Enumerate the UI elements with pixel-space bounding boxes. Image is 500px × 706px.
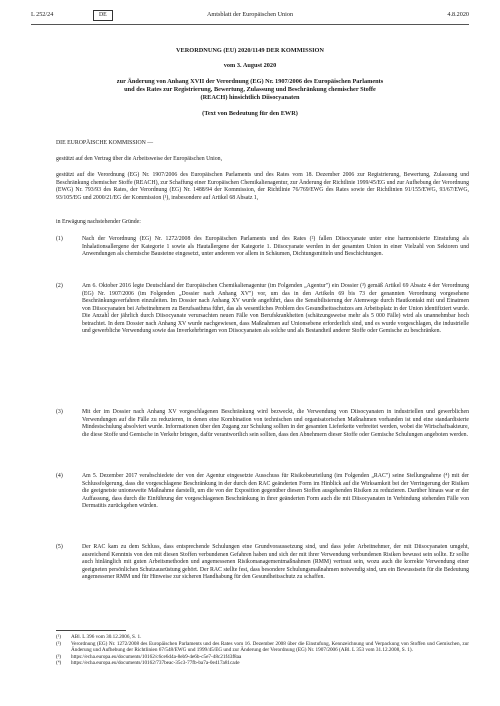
recital-number: (3) xyxy=(56,409,63,415)
eea-relevance: (Text von Bedeutung für den EWR) xyxy=(202,110,298,117)
recital-number: (1) xyxy=(56,236,63,242)
recital-1 xyxy=(56,236,469,259)
recitals-intro: in Erwägung nachstehender Gründe: xyxy=(56,219,141,225)
recital-5 xyxy=(56,544,469,582)
footnote-text: Verordnung (EG) Nr. 1272/2008 des Europäischen Parlaments und des Rates vom 16. Dezember 2008 über die Einstufung, Kennzeichnung und Verpackung von Stoffen und Gemischen, zur Änderung und Aufhebung der Richtlinien 67/548/EWG und 1999/45/EG und zur Änderung der Verordnung (EG) Nr. 1907/2006 (ABl. L 353 vom 31.12.2008, S. 1). xyxy=(71,640,469,654)
commission-intro: DIE EUROPÄISCHE KOMMISSION — xyxy=(56,140,154,146)
footnote xyxy=(56,634,469,641)
recital-text: Mit der im Dossier nach Anhang XV vorgeschlagenen Beschränkung wird bezweckt, die Verwendung von Diisocyanaten in industriellen und gewerblichen Verwendungen auf die Fälle zu reduzieren, in denen eine Kombination von technischen und organisatorischen Maßnahmen vorhanden ist und eine standardisierte Mindestschulung absolviert wurde. Informationen über den Zugang zur Schulung sollten in der gesamten Lieferkette verbreitet werden, wobei die Wirtschaftsakteure, die diese Stoffe und Gemische in Verkehr bringen, dafür verantwortlich sein sollten, dass den Abnehmern dieser Stoffe oder Gemische Schulungen angeboten werden. xyxy=(82,409,469,438)
language-badge: DE xyxy=(93,10,113,21)
recital-text: Am 5. Dezember 2017 verabschiedete der von der Agentur eingesetzte Ausschuss für Risikobeurteilung (im Folgenden „RAC") seine Stellungnahme (⁴) mit der Schlussfolgerung, dass die vorgeschlagene Beschränkung in der durch den RAC geänderten Form im Hinblick auf die Wirksamkeit bei der Verringerung der Risiken die geeignetste unionsweite Maßnahme darstellt, um die von der Exposition gegenüber diesen Stoffen ausgehenden Risiken zu reduzieren. Darüber hinaus war er der Auffassung, dass durch die Einführung der vorgeschlagenen Beschränkung in ihrer geänderten Form auch die mit Diisocyanaten in Verbindung stehenden Fälle von Dermatitis zurückgehen würden. xyxy=(82,473,469,510)
legal-basis-reach: gestützt auf die Verordnung (EG) Nr. 1907/2006 des Europäischen Parlaments und des Rates vom 18. Dezember 2006 zur Registrierung, Bewertung, Zulassung und Beschränkung chemischer Stoffe (REACH), zur Schaffung einer Europäischen Chemikalienagentur, zur Änderung der Richtlinie 1999/45/EG und zur Aufhebung der Verordnung (EWG) Nr. 793/93 des Rates, der Verordnung (EG) Nr. 1488/94 der Kommission, der Richtlinie 76/769/EWG des Rates sowie der Richtlinien 91/155/EWG, 93/67/EWG, 93/105/EG und 2000/21/EG der Kommission (¹), insbesondere auf Artikel 68 Absatz 1, xyxy=(56,172,469,201)
footnote-mark: (³) xyxy=(56,653,62,660)
regulation-title: VERORDNUNG (EU) 2020/1149 DER KOMMISSION xyxy=(176,47,324,54)
legal-basis-treaty: gestützt auf den Vertrag über die Arbeitsweise der Europäischen Union, xyxy=(56,156,223,162)
recital-number: (4) xyxy=(56,473,63,479)
journal-header xyxy=(31,10,469,22)
footnote-link[interactable]: https://echa.europa.eu/documents/10162/c6ce6d4a-8eb9-4e6b-c5e7-48c21f43f8aa xyxy=(71,653,242,660)
regulation-subject-line-1: zur Änderung von Anhang XVII der Verordnung (EG) Nr. 1907/2006 des Europäischen Parlaments xyxy=(116,78,384,85)
header-rule xyxy=(31,24,469,25)
regulation-date: vom 3. August 2020 xyxy=(223,62,277,69)
footnote-rule xyxy=(56,630,126,631)
recital-4 xyxy=(56,473,469,511)
footnote-text: ABl. L 396 vom 30.12.2006, S. 1. xyxy=(71,634,142,640)
page-reference: L 252/24 xyxy=(31,11,54,18)
footnote-mark: (⁴) xyxy=(56,660,62,667)
regulation-subject-line-2: und des Rates zur Registrierung, Bewertung, Zulassung und Beschränkung chemischer Stoffe xyxy=(124,86,376,93)
journal-title: Amtsblatt der Europäischen Union xyxy=(206,11,294,18)
recital-number: (5) xyxy=(56,544,63,550)
footnote-link[interactable]: https://echa.europa.eu/documents/10162/737beac-35c3-77fb-ba7a-0e417a81ca4e xyxy=(71,660,240,667)
recital-text: Am 6. Oktober 2016 legte Deutschland der Europäischen Chemikalienagentur (im Folgenden „Agentur") ein Dossier (³) gemäß Artikel 69 Absatz 4 der Verordnung (EG) Nr. 1907/2006 (im Folgenden „Dossier nach Anhang XV") vor, um das in den Artikeln 69 bis 73 der genannten Verordnung vorgesehene Beschränkungsverfahren einzuleiten. Im Dossier nach Anhang XV wurde angeführt, dass die Sensibilisierung der Atemwege durch Hautkontakt mit und Einatmen von Diisocyanaten bei Arbeitnehmern zu Berufsasthma führt, das als wesentliches Problem des Gesundheitsschutzes am Arbeitsplatz in der Union identifiziert wurde. Die Anzahl der jährlich durch Diisocyanate verursachten neuen Fälle von Berufskrankheiten (schätzungsweise mehr als 5 000 Fälle) wird als unannehmbar hoch betrachtet. In dem Dossier nach Anhang XV wurde nachgewiesen, dass Maßnahmen auf Unionsebene erforderlich sind, und es wurde vorgeschlagen, die industrielle und gewerbliche Verwendung sowie das Inverkehrbringen von Diisocyanaten als solche und als Bestandteil anderer Stoffe oder Gemische zu beschränken. xyxy=(82,283,469,335)
footnote xyxy=(56,641,469,654)
recital-3 xyxy=(56,409,469,439)
publication-date: 4.8.2020 xyxy=(447,11,469,18)
footnotes xyxy=(56,634,469,667)
recital-2 xyxy=(56,283,469,336)
footnote-mark: (¹) xyxy=(56,634,62,640)
regulation-subject-line-3: (REACH) hinsichtlich Diisocyanaten xyxy=(200,94,300,101)
recital-text: Der RAC kam zu dem Schluss, dass entsprechende Schulungen eine Grundvoraussetzung sind, und dass jeder Arbeitnehmer, der mit Diisocyanaten umgeht, ausreichend Kenntnis von den mit diesen Stoffen verbundenen Gefahren haben und sich der mit ihrer Verwendung verbundenen Risiken bewusst sein sollte. Er sollte auch hinlänglich mit guten Arbeitsmethoden und angemessenen Risikomanagementmaßnahmen (RMM) vertraut sein, wozu auch die korrekte Verwendung einer geeigneten persönlichen Schutzausrüstung gehört. Der RAC stellte fest, dass besondere Schulungsmaßnahmen notwendig sind, um ein Bewusstsein für die Bedeutung angemessener RMM und für Hinweise zur sicheren Handhabung für den Gesundheitsschutz zu schaffen. xyxy=(82,544,469,581)
recital-text: Nach der Verordnung (EG) Nr. 1272/2008 des Europäischen Parlaments und des Rates (²) fallen Diisocyanate unter eine harmonisierte Einstufung als Inhalationsallergene der Kategorie 1 sowie als Hautallergene der Kategorie 1. Diisocyanate werden in der gesamten Union in einer Vielzahl von Sektoren und Anwendungen als chemische Bausteine eingesetzt, unter anderem vor allem in Schäumen, Dichtungsmitteln und Beschichtungen. xyxy=(82,236,469,258)
footnote xyxy=(56,660,469,667)
recital-number: (2) xyxy=(56,283,63,289)
footnote-mark: (²) xyxy=(56,640,62,647)
